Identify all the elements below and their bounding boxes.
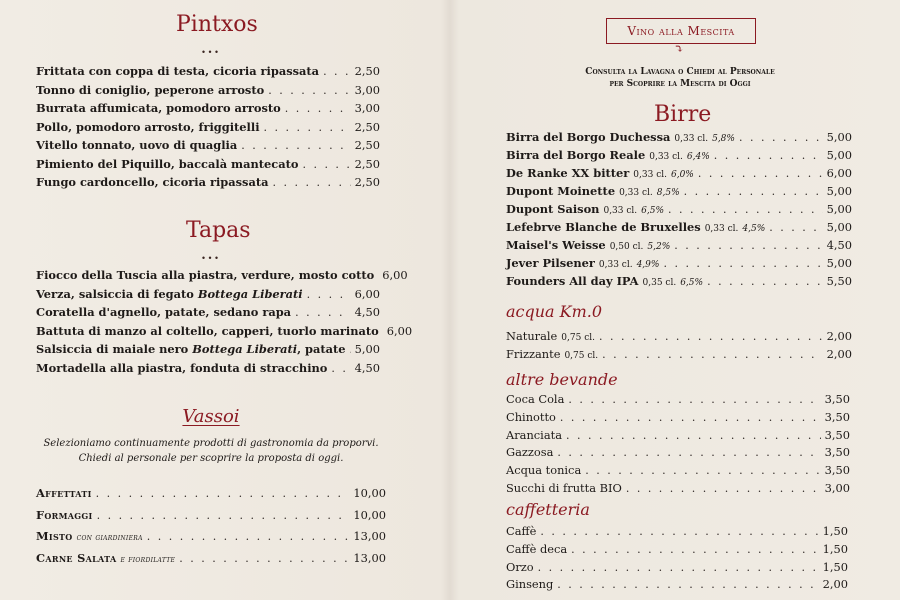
item-abv: 6,5%	[641, 206, 665, 216]
item-name: Maisel's Weisse	[506, 238, 606, 252]
menu-item	[36, 361, 380, 379]
tapas-dots: ...	[201, 248, 221, 263]
item-price: 3,00	[824, 481, 850, 495]
item-abv: 4,9%	[636, 260, 660, 270]
dot-leader	[560, 411, 821, 424]
arrow-down-icon: ⤵	[674, 42, 685, 56]
item-name: Coratella d'agnello, patate, sedano rapa	[36, 305, 292, 319]
right-column	[506, 0, 854, 600]
dot-leader	[268, 84, 350, 97]
item-price: 5,50	[826, 274, 852, 288]
item-name: Coca Cola	[506, 392, 565, 406]
item-name: Acqua tonica	[506, 463, 582, 478]
item-size: 0,75 cl.	[561, 333, 595, 343]
item-abv: 6,5%	[680, 278, 704, 288]
menu-item	[506, 130, 852, 148]
item-name: Dupont Moinette	[506, 184, 616, 198]
item-name: Naturale	[506, 329, 558, 343]
dot-leader	[323, 65, 351, 78]
menu-item	[36, 83, 380, 101]
dot-leader	[295, 306, 351, 319]
menu-item	[36, 138, 380, 156]
menu-item	[506, 445, 850, 463]
dot-leader	[96, 487, 350, 500]
item-name: Birra del Borgo Reale	[506, 148, 646, 162]
dot-leader	[769, 221, 822, 234]
item-abv: 5,2%	[647, 242, 671, 252]
item-size: 0,35 cl.	[642, 278, 677, 288]
item-name: Ginseng	[506, 577, 554, 592]
item-name: Misto	[36, 529, 73, 543]
item-price: 5,00	[826, 184, 852, 198]
dot-leader	[302, 158, 350, 171]
item-name: Vitello tonnato, uovo di quaglia	[36, 138, 238, 152]
item-name: Founders All day IPA	[506, 274, 639, 288]
item-size: 0,50 cl.	[609, 242, 644, 252]
dot-leader	[285, 102, 351, 115]
dot-leader	[739, 131, 823, 144]
menu-item	[506, 148, 852, 166]
item-name: Salsiccia di maiale nero Bottega Liberati, patate	[36, 342, 346, 356]
caffetteria-title: caffetteria	[506, 500, 590, 519]
dot-leader	[557, 446, 820, 459]
item-price: 4,50	[354, 360, 380, 375]
dot-leader	[626, 482, 821, 495]
item-name: Frittata con coppa di testa, cicoria ripassata	[36, 64, 320, 78]
item-name: Pimiento del Piquillo, baccalà mantecato	[36, 156, 299, 171]
dot-leader	[147, 530, 350, 543]
menu-item	[36, 120, 380, 138]
menu-item	[36, 508, 386, 526]
item-price: 3,50	[824, 392, 850, 406]
menu-item	[506, 238, 852, 256]
vino-alla-mescita-box: Vino alla Mescita	[606, 18, 756, 44]
item-name: Pollo, pomodoro arrosto, friggitelli	[36, 119, 260, 134]
item-size: 0,33 cl.	[619, 188, 653, 198]
item-abv: 6,4%	[686, 152, 710, 162]
menu-item	[36, 175, 380, 193]
item-name: Caffè	[506, 524, 537, 538]
item-price: 5,00	[826, 202, 852, 216]
pintxos-title: Pintxos	[176, 12, 258, 37]
item-size: 0,33 cl.	[603, 206, 638, 216]
dot-leader	[179, 552, 349, 565]
item-abv: 8,5%	[656, 188, 680, 198]
menu-item	[506, 220, 852, 238]
vino-note-line1: Consulta la Lavagna o Chiedi al Personale	[585, 67, 775, 77]
menu-item	[36, 305, 380, 323]
item-price: 10,00	[353, 507, 386, 522]
item-price: 3,50	[824, 409, 850, 424]
acqua-title: acqua Km.0	[506, 302, 603, 321]
item-price: 6,00	[826, 166, 852, 180]
menu-item	[36, 486, 386, 504]
dot-leader	[540, 525, 818, 538]
dot-leader	[273, 176, 351, 189]
item-name: Birra del Borgo Duchessa	[506, 130, 671, 144]
vassoi-title: Vassoi	[182, 406, 240, 427]
menu-item	[506, 392, 850, 410]
dot-leader	[557, 578, 818, 591]
item-name-italic: Bottega Liberati	[192, 342, 298, 356]
item-name: Lefebrve Blanche de Bruxelles	[506, 220, 701, 234]
item-price: 5,00	[354, 342, 380, 356]
item-price: 1,50	[822, 541, 848, 556]
tapas-title: Tapas	[186, 218, 251, 243]
item-size: 0,33 cl.	[598, 260, 633, 270]
menu-item	[506, 166, 852, 184]
vassoi-text-line1: Selezioniamo continuamente prodotti di gastronomia da proporvi.	[43, 438, 379, 449]
item-name: Caffè deca	[506, 541, 568, 556]
item-name: Formaggi	[36, 507, 93, 522]
left-column	[36, 0, 413, 600]
item-price: 4,50	[826, 238, 852, 252]
item-size: 0,33 cl.	[633, 170, 667, 180]
vino-note-line2: per Scoprire la Mescita di Oggi	[609, 79, 751, 89]
item-price: 6,00	[386, 323, 413, 338]
dot-leader	[307, 288, 351, 301]
item-name: Dupont Saison	[506, 202, 600, 216]
menu-item	[506, 577, 848, 595]
item-name-italic: Bottega Liberati	[197, 286, 303, 301]
pintxos-dots: ...	[201, 42, 221, 57]
item-price: 3,00	[354, 101, 380, 115]
item-name: Fiocco della Tuscia alla piastra, verdure, mosto cotto	[36, 268, 375, 282]
menu-item	[36, 287, 380, 305]
item-name: Chinotto	[506, 409, 556, 424]
dot-leader	[350, 343, 351, 356]
item-abv: 5,8%	[712, 134, 735, 144]
item-name-suffix: , patate	[297, 342, 346, 356]
dot-leader	[571, 543, 818, 556]
menu-item	[36, 101, 380, 119]
menu-item	[506, 410, 850, 428]
item-price: 4,50	[354, 305, 380, 319]
item-price: 3,00	[354, 82, 380, 97]
vino-note	[506, 66, 854, 90]
item-name: Verza, salsiccia di fegato Bottega Liberati	[36, 286, 303, 301]
menu-item	[36, 323, 413, 342]
item-size: 0,75 cl.	[564, 351, 599, 361]
item-price: 5,00	[826, 148, 852, 162]
item-size: 0,33 cl.	[674, 134, 709, 144]
birre-title: Birre	[654, 102, 712, 127]
item-name: Orzo	[506, 559, 534, 574]
item-price: 3,50	[824, 445, 850, 460]
dot-leader	[585, 464, 820, 477]
item-price: 6,00	[354, 286, 380, 301]
dot-leader	[264, 121, 351, 134]
menu-item	[506, 202, 852, 220]
item-price: 2,50	[354, 64, 380, 78]
menu-item	[36, 268, 408, 286]
item-price: 2,50	[354, 175, 380, 189]
item-price: 2,50	[354, 156, 380, 171]
item-name: Mortadella alla piastra, fonduta di stracchino	[36, 360, 328, 375]
item-name: Tonno di coniglio, peperone arrosto	[36, 82, 265, 97]
dot-leader	[566, 429, 821, 442]
item-price: 1,50	[822, 559, 848, 574]
menu-item	[36, 551, 386, 569]
item-name: Fungo cardoncello, cicoria ripassata	[36, 175, 269, 189]
item-price: 3,50	[824, 427, 850, 442]
item-price: 5,00	[826, 130, 852, 144]
dot-leader	[599, 330, 823, 343]
item-name: Aranciata	[506, 427, 562, 442]
item-abv: 4,5%	[742, 224, 766, 234]
item-size: 0,33 cl.	[649, 152, 683, 162]
item-name: Jever Pilsener	[506, 256, 595, 270]
item-price: 10,00	[353, 486, 386, 500]
dot-leader	[684, 185, 823, 198]
bevande-title: altre bevande	[506, 370, 618, 389]
menu-item	[506, 560, 848, 578]
menu-item	[506, 463, 850, 481]
item-price: 1,50	[822, 524, 848, 538]
menu-item	[36, 529, 386, 547]
menu-item	[506, 274, 852, 292]
item-name: Gazzosa	[506, 445, 554, 460]
menu-item	[36, 64, 380, 82]
dot-leader	[663, 257, 822, 270]
dot-leader	[538, 561, 819, 574]
menu-item	[506, 329, 852, 347]
item-price: 5,00	[826, 256, 852, 270]
item-price: 5,00	[826, 220, 852, 234]
menu-item	[36, 342, 380, 360]
dot-leader	[707, 275, 823, 288]
dot-leader	[698, 167, 823, 180]
vassoi-text-line2: Chiedi al personale per scoprire la proposta di oggi.	[78, 453, 344, 464]
item-name: Affettati	[36, 486, 92, 500]
item-name: Frizzante	[506, 347, 561, 361]
item-name: Burrata affumicata, pomodoro arrosto	[36, 101, 281, 115]
dot-leader	[97, 509, 350, 522]
item-price: 13,00	[353, 529, 386, 543]
menu-item	[506, 184, 852, 202]
dot-leader	[674, 239, 822, 252]
item-abv: 6,0%	[670, 170, 694, 180]
item-note: con giardiniera	[76, 533, 143, 543]
menu-item	[506, 256, 852, 274]
item-price: 2,00	[826, 329, 852, 343]
dot-leader	[714, 149, 823, 162]
vassoi-description	[36, 436, 386, 466]
item-price: 6,00	[382, 268, 408, 282]
item-price: 3,50	[824, 463, 850, 478]
item-price: 2,00	[822, 577, 848, 592]
menu-item	[506, 428, 850, 446]
menu-item	[506, 524, 848, 542]
item-name: De Ranke XX bitter	[506, 166, 630, 180]
item-name: Carne Salata	[36, 550, 117, 565]
item-name: Battuta di manzo al coltello, capperi, tuorlo marinato	[36, 323, 379, 338]
menu-item	[36, 157, 380, 175]
dot-leader	[331, 362, 350, 375]
dot-leader	[668, 203, 823, 216]
item-price: 2,50	[354, 138, 380, 152]
item-note: e fiordilatte	[120, 554, 176, 565]
menu-item	[506, 542, 848, 560]
item-price: 2,00	[826, 347, 852, 361]
item-price: 13,00	[353, 550, 386, 565]
item-size: 0,33 cl.	[704, 224, 739, 234]
menu-item	[506, 481, 850, 499]
dot-leader	[602, 348, 822, 361]
dot-leader	[568, 393, 820, 406]
menu-item	[506, 347, 852, 365]
item-price: 2,50	[354, 119, 380, 134]
dot-leader	[241, 139, 350, 152]
item-name: Succhi di frutta BIO	[506, 481, 622, 495]
